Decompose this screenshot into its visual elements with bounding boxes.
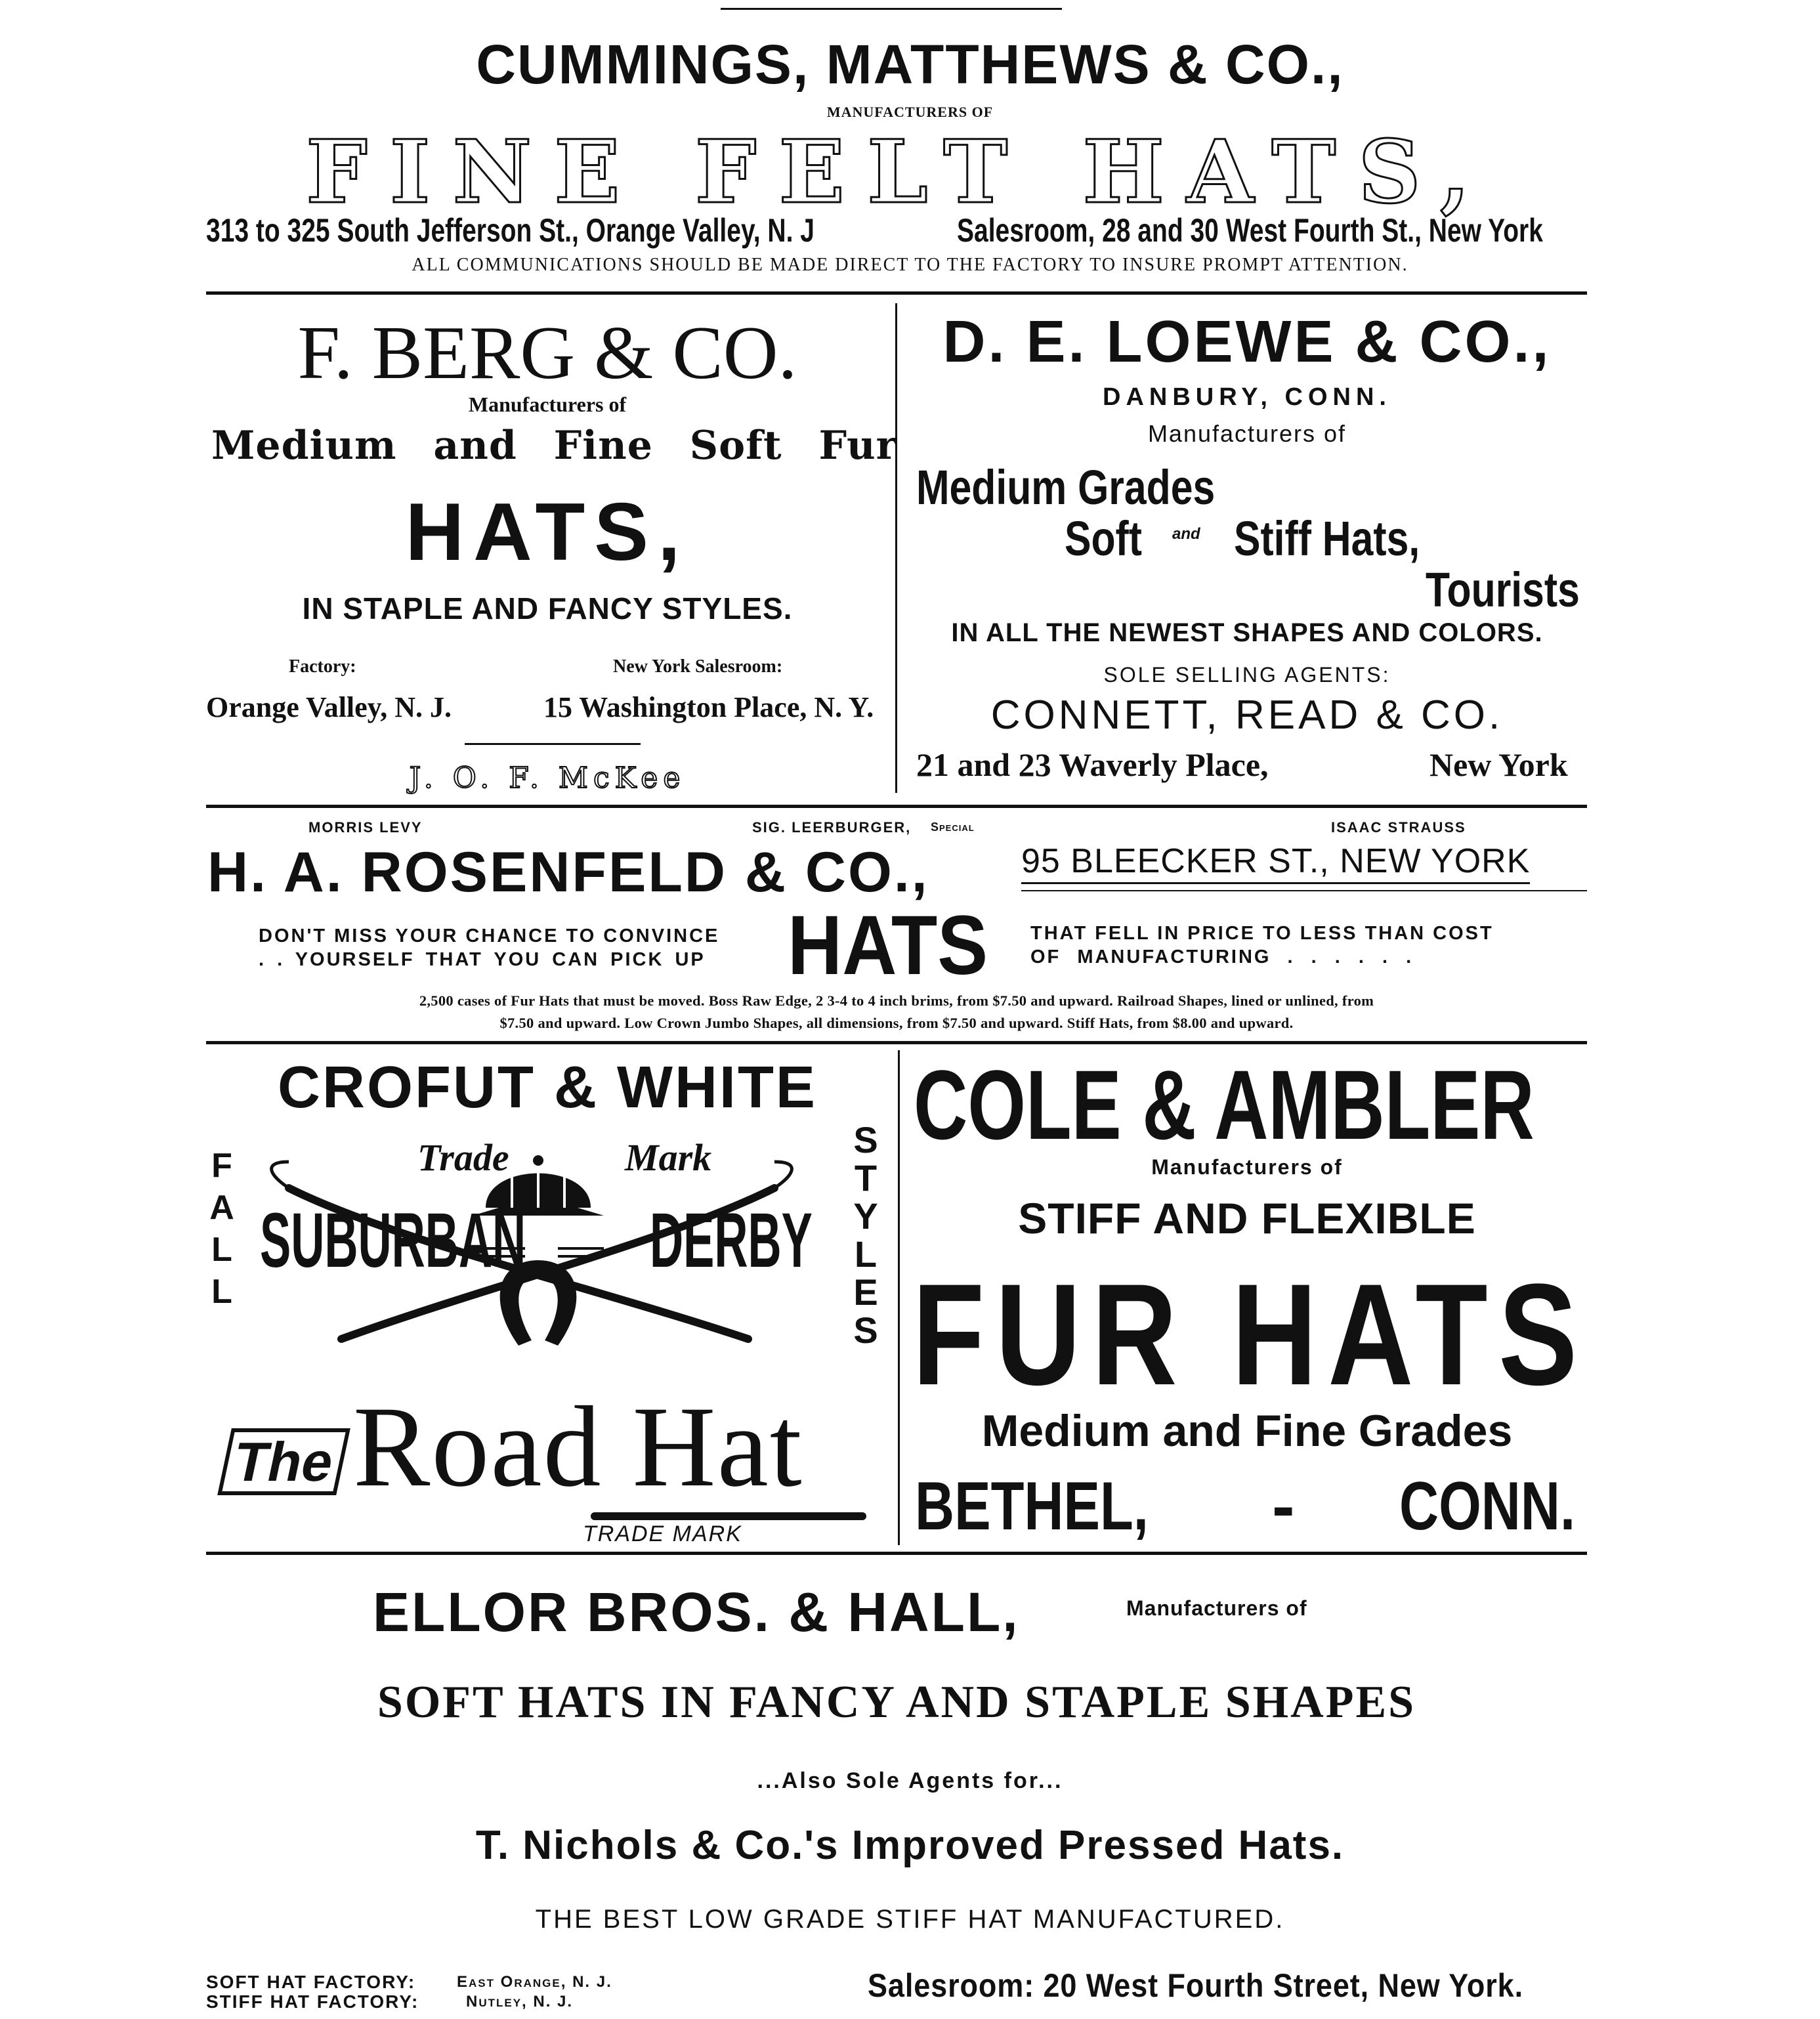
top-rule bbox=[721, 8, 1062, 10]
loewe-tagline: Manufacturers of bbox=[1147, 420, 1347, 447]
cole-tagline: Manufacturers of bbox=[1151, 1155, 1343, 1179]
road-hat-underline bbox=[591, 1512, 866, 1520]
rosenfeld-right-line-2: OF MANUFACTURING . . . . . . bbox=[1030, 946, 1414, 967]
crofut-side-left-letter: F bbox=[211, 1147, 232, 1185]
divider-4 bbox=[206, 1552, 1587, 1555]
crofut-road-the: The bbox=[217, 1428, 350, 1495]
ellor-claim: THE BEST LOW GRADE STIFF HAT MANUFACTURED. bbox=[535, 1905, 1285, 1934]
ellor-salesroom: Salesroom: 20 West Fourth Street, New York. bbox=[868, 1967, 1523, 2004]
divider-2 bbox=[206, 805, 1587, 808]
cummings-factory-address: 313 to 325 South Jefferson St., Orange Valley, N. J bbox=[206, 212, 815, 249]
loewe-line2-b: Stiff Hats, bbox=[1234, 511, 1420, 566]
berg-product-line: Medium and Fine Soft Fur bbox=[211, 423, 898, 469]
divider-3 bbox=[206, 1041, 1587, 1044]
loewe-line3: Tourists bbox=[1426, 563, 1580, 617]
rosenfeld-detail-line-1: 2,500 cases of Fur Hats that must be moved. Boss Raw Edge, 2 3-4 to 4 inch brims, from $7.50 and upward. Railroad Shapes, lined or unlined, from bbox=[419, 992, 1374, 1009]
rosenfeld-left-line-2: . . YOURSELF THAT YOU CAN PICK UP bbox=[259, 949, 706, 970]
rosenfeld-left-line-1: DON'T MISS YOUR CHANCE TO CONVINCE bbox=[259, 925, 720, 946]
cole-line1: STIFF AND FLEXIBLE bbox=[1018, 1194, 1476, 1243]
rosenfeld-address: 95 BLEECKER ST., NEW YORK bbox=[1021, 841, 1530, 884]
berg-salesroom-label: New York Salesroom: bbox=[613, 656, 783, 677]
cummings-tagline: MANUFACTURERS OF bbox=[826, 104, 994, 120]
berg-factory-label: Factory: bbox=[289, 656, 356, 677]
berg-signature: J. O. F. McKee bbox=[409, 761, 686, 795]
crofut-side-left-letter: L bbox=[211, 1273, 232, 1311]
cole-dash: - bbox=[1272, 1468, 1295, 1544]
rosenfeld-detail-line-2: $7.50 and upward. Low Crown Jumbo Shapes, all dimensions, from $7.50 and upward. Stiff Hats, from $8.00 and upward. bbox=[499, 1015, 1294, 1031]
crofut-side-left-letter: A bbox=[209, 1189, 234, 1227]
berg-signature-rule bbox=[465, 743, 641, 745]
loewe-agents: CONNETT, READ & CO. bbox=[990, 692, 1504, 738]
rosenfeld-partner-3: ISAAC STRAUSS bbox=[1331, 819, 1466, 836]
cummings-salesroom-address: Salesroom, 28 and 30 West Fourth St., New York bbox=[957, 212, 1543, 249]
rosenfeld-partner-2-role: Special bbox=[931, 820, 975, 834]
rosenfeld-center-hats: HATS bbox=[788, 899, 988, 992]
rosenfeld-address-rule bbox=[1021, 890, 1587, 891]
crofut-trade-word: Trade bbox=[417, 1136, 509, 1179]
crofut-brand-suburban: SUBURBAN bbox=[260, 1197, 526, 1284]
rosenfeld-partner-1: MORRIS LEVY bbox=[308, 819, 423, 836]
loewe-location: DANBURY, CONN. bbox=[1103, 383, 1391, 411]
loewe-line1: Medium Grades bbox=[916, 460, 1216, 515]
cummings-company-name: CUMMINGS, MATTHEWS & CO., bbox=[476, 33, 1344, 95]
crofut-side-right-letter: Y bbox=[853, 1195, 878, 1237]
crofut-side-right bbox=[851, 1121, 881, 1350]
cole-product: FUR HATS bbox=[912, 1254, 1588, 1415]
ellor-stiff-factory-label: STIFF HAT FACTORY: bbox=[206, 1991, 419, 2012]
berg-salesroom-place: 15 Washington Place, N. Y. bbox=[543, 691, 874, 723]
ellor-soft-factory-label: SOFT HAT FACTORY: bbox=[206, 1972, 416, 1992]
loewe-line2-a: Soft bbox=[1065, 511, 1142, 566]
cole-company-name: COLE & AMBLER bbox=[914, 1050, 1534, 1160]
ellor-soft-factory-place: East Orange, N. J. bbox=[457, 1973, 612, 1991]
loewe-agents-address: 21 and 23 Waverly Place, bbox=[916, 746, 1269, 783]
ellor-stiff-factory-place: Nutley, N. J. bbox=[466, 1993, 574, 2010]
berg-product: HATS, bbox=[405, 487, 690, 578]
berg-factory-place: Orange Valley, N. J. bbox=[206, 691, 452, 723]
column-divider-upper bbox=[895, 303, 897, 793]
crofut-side-right-letter: S bbox=[853, 1119, 878, 1160]
cummings-notice: ALL COMMUNICATIONS SHOULD BE MADE DIRECT TO THE FACTORY TO INSURE PROMPT ATTENTION. bbox=[412, 255, 1408, 275]
cole-state: CONN. bbox=[1399, 1468, 1576, 1544]
rosenfeld-partner-2-name: SIG. LEERBURGER, bbox=[752, 819, 912, 836]
crofut-side-right-letter: T bbox=[854, 1157, 878, 1199]
ellor-company-name: ELLOR BROS. & HALL, bbox=[373, 1581, 1020, 1643]
crofut-side-right-letter: S bbox=[853, 1309, 878, 1351]
ellor-agents: ...Also Sole Agents for... bbox=[757, 1768, 1063, 1793]
cummings-product: FINE FELT HATS, bbox=[306, 121, 1492, 223]
crofut-road-hat: Road Hat bbox=[353, 1383, 803, 1511]
divider-1 bbox=[206, 291, 1587, 295]
cole-city: BETHEL, bbox=[915, 1468, 1149, 1544]
crofut-company-name: CROFUT & WHITE bbox=[278, 1055, 817, 1120]
ellor-agency-product: T. Nichols & Co.'s Improved Pressed Hats. bbox=[475, 1823, 1345, 1868]
berg-tagline: Manufacturers of bbox=[468, 393, 627, 416]
berg-company-name: F. BERG & CO. bbox=[297, 311, 797, 395]
loewe-agents-city: New York bbox=[1429, 746, 1568, 783]
crofut-side-left bbox=[209, 1145, 235, 1313]
rosenfeld-company-name: H. A. ROSENFELD & CO., bbox=[207, 841, 929, 904]
berg-styles: IN STAPLE AND FANCY STYLES. bbox=[302, 591, 793, 626]
crofut-brand-derby: DERBY bbox=[650, 1197, 813, 1284]
column-divider-lower bbox=[898, 1050, 900, 1545]
crofut-side-left-letter: L bbox=[211, 1231, 232, 1269]
crofut-side-right-letter: L bbox=[854, 1233, 878, 1275]
ellor-tagline: Manufacturers of bbox=[1126, 1596, 1307, 1620]
loewe-company-name: D. E. LOEWE & CO., bbox=[942, 309, 1552, 375]
loewe-line2-and: and bbox=[1172, 525, 1200, 543]
rosenfeld-right-line-1: THAT FELL IN PRICE TO LESS THAN COST bbox=[1030, 923, 1494, 944]
crofut-side-right-letter: E bbox=[853, 1271, 878, 1313]
loewe-agents-label: SOLE SELLING AGENTS: bbox=[1103, 663, 1391, 687]
crofut-trademark-caption: TRADE MARK bbox=[583, 1521, 742, 1546]
ellor-product: SOFT HATS IN FANCY AND STAPLE SHAPES bbox=[377, 1677, 1416, 1728]
loewe-shapes: IN ALL THE NEWEST SHAPES AND COLORS. bbox=[951, 618, 1543, 647]
cole-grades: Medium and Fine Grades bbox=[981, 1406, 1513, 1456]
crofut-mark-word: Mark bbox=[625, 1136, 712, 1179]
